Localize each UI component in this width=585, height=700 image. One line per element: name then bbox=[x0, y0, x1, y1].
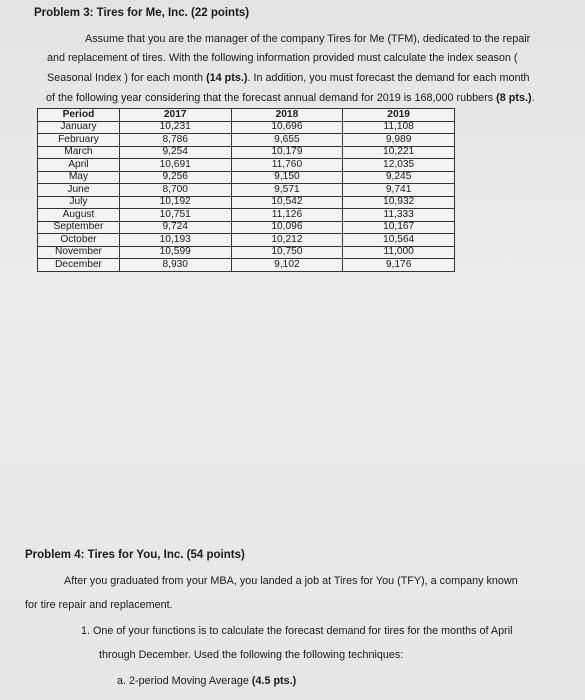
problem-4-line-1: After you graduated from your MBA, you landed a job at Tires for You (TFY), a company known bbox=[64, 575, 518, 587]
month-cell: November bbox=[38, 246, 120, 259]
value-2019-cell: 11,333 bbox=[343, 209, 455, 222]
month-cell: December bbox=[38, 259, 120, 272]
value-2018-cell: 10,179 bbox=[231, 146, 343, 159]
demand-table bbox=[37, 108, 455, 272]
problem-4-sub-a bbox=[117, 675, 296, 688]
table-row bbox=[38, 259, 455, 272]
table-row bbox=[38, 246, 455, 259]
line-4-text-a: of the following year considering that the forecast annual demand for 2019 is 168,000 rubbers bbox=[46, 92, 497, 104]
header-2017: 2017 bbox=[119, 109, 231, 122]
table-row bbox=[38, 121, 455, 134]
table-row bbox=[38, 159, 455, 172]
value-2019-cell: 10,932 bbox=[343, 196, 455, 209]
value-2018-cell: 9,655 bbox=[231, 134, 343, 147]
value-2018-cell: 11,126 bbox=[231, 209, 343, 222]
line-3-points: (14 pts.) bbox=[206, 72, 248, 84]
month-cell: October bbox=[38, 234, 120, 247]
value-2017-cell: 10,599 bbox=[119, 246, 231, 259]
value-2019-cell: 9,245 bbox=[343, 171, 455, 184]
value-2017-cell: 8,786 bbox=[119, 134, 231, 147]
value-2017-cell: 9,254 bbox=[119, 146, 231, 159]
value-2019-cell: 10,221 bbox=[343, 146, 455, 159]
value-2017-cell: 8,930 bbox=[119, 259, 231, 272]
problem-4-title: Problem 4: Tires for You, Inc. (54 points) bbox=[25, 549, 245, 561]
value-2018-cell: 9,150 bbox=[231, 171, 343, 184]
problem-3-title: Problem 3: Tires for Me, Inc. (22 points) bbox=[34, 7, 250, 19]
value-2018-cell: 10,096 bbox=[231, 221, 343, 234]
table-row bbox=[38, 221, 455, 234]
problem-3-line-2: and replacement of tires. With the following information provided must calculate the index season ( bbox=[47, 52, 518, 64]
value-2017-cell: 10,192 bbox=[119, 196, 231, 209]
value-2018-cell: 10,750 bbox=[231, 246, 343, 259]
value-2017-cell: 8,700 bbox=[119, 184, 231, 197]
table-row bbox=[38, 146, 455, 159]
problem-3-line-1: Assume that you are the manager of the company Tires for Me (TFM), dedicated to the repair bbox=[85, 33, 531, 45]
value-2018-cell: 9,102 bbox=[231, 259, 343, 272]
month-cell: February bbox=[38, 134, 120, 147]
month-cell: July bbox=[38, 196, 120, 209]
line-3-text-c: . In addition, you must forecast the demand for each month bbox=[247, 72, 530, 84]
month-cell: June bbox=[38, 184, 120, 197]
problem-3-line-3 bbox=[47, 72, 530, 85]
problem-3-line-4 bbox=[46, 92, 535, 105]
value-2019-cell: 9,989 bbox=[343, 134, 455, 147]
value-2019-cell: 9,741 bbox=[343, 184, 455, 197]
line-3-text-a: Seasonal Index ) for each month bbox=[47, 72, 207, 84]
table-row bbox=[38, 171, 455, 184]
header-period: Period bbox=[38, 109, 120, 122]
header-2018: 2018 bbox=[231, 109, 343, 122]
value-2019-cell: 10,564 bbox=[343, 234, 455, 247]
value-2017-cell: 9,256 bbox=[119, 171, 231, 184]
month-cell: August bbox=[38, 209, 120, 222]
value-2017-cell: 10,751 bbox=[119, 209, 231, 222]
value-2019-cell: 11,000 bbox=[343, 246, 455, 259]
line-4-points: (8 pts.) bbox=[496, 92, 532, 104]
value-2018-cell: 10,696 bbox=[231, 121, 343, 134]
value-2018-cell: 10,212 bbox=[231, 234, 343, 247]
month-cell: January bbox=[38, 121, 120, 134]
month-cell: April bbox=[38, 159, 120, 172]
value-2019-cell: 9,176 bbox=[343, 259, 455, 272]
value-2017-cell: 10,691 bbox=[119, 159, 231, 172]
value-2017-cell: 9,724 bbox=[119, 221, 231, 234]
value-2017-cell: 10,193 bbox=[119, 234, 231, 247]
value-2019-cell: 11,108 bbox=[343, 121, 455, 134]
table-header-row bbox=[38, 109, 455, 122]
table-row bbox=[38, 209, 455, 222]
value-2018-cell: 9,571 bbox=[231, 184, 343, 197]
month-cell: March bbox=[38, 146, 120, 159]
month-cell: May bbox=[38, 171, 120, 184]
table-row bbox=[38, 134, 455, 147]
value-2018-cell: 11,760 bbox=[231, 159, 343, 172]
value-2019-cell: 10,167 bbox=[343, 221, 455, 234]
problem-4-line-2: for tire repair and replacement. bbox=[25, 599, 173, 611]
value-2019-cell: 12,035 bbox=[343, 159, 455, 172]
sub-a-points: (4.5 pts.) bbox=[251, 675, 297, 687]
table-row bbox=[38, 184, 455, 197]
header-2019: 2019 bbox=[343, 109, 455, 122]
table-row bbox=[38, 196, 455, 209]
problem-4-item-1-line-2: through December. Used the following the following techniques: bbox=[99, 649, 404, 661]
value-2018-cell: 10,542 bbox=[231, 196, 343, 209]
month-cell: September bbox=[38, 221, 120, 234]
line-4-text-c: . bbox=[531, 92, 535, 104]
table-row bbox=[38, 234, 455, 247]
problem-4-item-1-line-1: 1. One of your functions is to calculate the forecast demand for tires for the months of April bbox=[81, 625, 513, 637]
sub-a-text: a. 2-period Moving Average bbox=[117, 675, 252, 687]
value-2017-cell: 10,231 bbox=[119, 121, 231, 134]
